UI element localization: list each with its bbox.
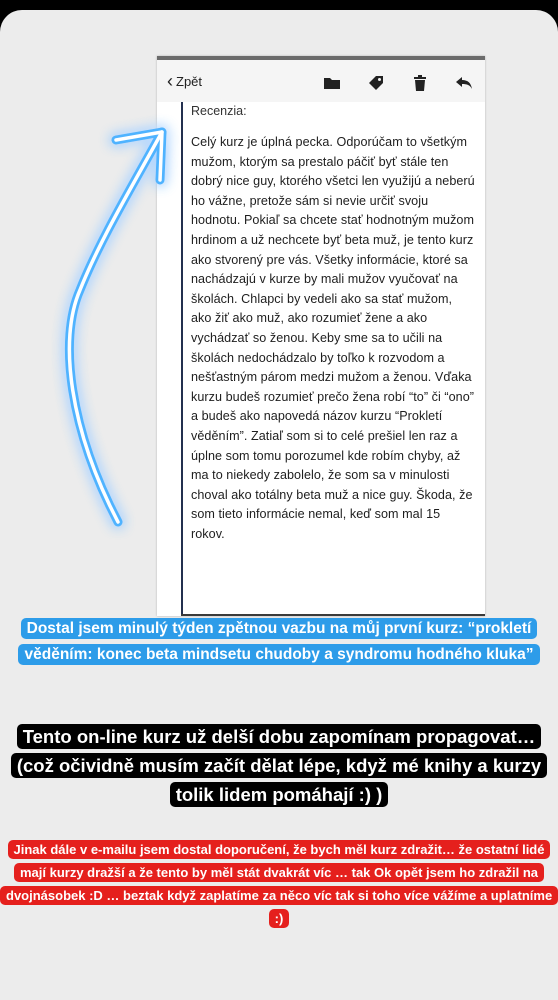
back-label: Zpět bbox=[176, 74, 203, 89]
glowing-arrow-icon bbox=[0, 10, 558, 610]
caption-black bbox=[0, 722, 558, 809]
story-frame bbox=[0, 10, 558, 1000]
caption-red bbox=[0, 838, 558, 930]
chevron-left-icon: ‹ bbox=[167, 71, 173, 91]
caption-blue-text: Dostal jsem minulý týden zpětnou vazbu na můj první kurz: “prokletí věděním: konec beta mindsetu chudoby a syndromu hodného kluka” bbox=[18, 618, 539, 665]
review-text: Celý kurz je úplná pecka. Odporúčam to všetkým mužom, ktorým sa prestalo páčiť byť stále ten dobrý nice guy, ktorého všetci len využijú a neberú ho vážne, pretože sám si nevie určiť svoju hodnotu. Pokiaľ sa chcete stať hodnotným mužom hrdinom a už nechcete byť beta muž, je tento kurz ako stvorený pre vás. Všetky informácie, ktoré sa nachádzajú v kurze by mali mužov vyučovať na školách. Chlapci by vedeli ako sa stať mužom, ako žiť ako muž, ako rozumieť žene a ako vychádzať so ženou. Keby sme sa to učili na školách nedochádzalo by toľko k rozvodom a nešťastným párom medzi mužom a ženou. Vďaka kurzu budeš rozumieť prečo žena robí “to” či “ono” a budeš ako napovedá názov kurzu “Prokletí věděním”. Zatiaľ som si to celé prešiel len raz a úplne som tomu porozumel kde robím chyby, až ma to niekedy zabolelo, že som sa v minulosti choval ako totálny beta muž a nice guy. Škoda, že som tieto informácie nemal, keď som mal 15 rokov. bbox=[191, 135, 475, 541]
caption-blue bbox=[0, 616, 558, 668]
review-label: Recenzia: bbox=[191, 104, 247, 118]
caption-black-text: Tento on-line kurz už delší dobu zapomínam propagovat… (což očividně musím začít dělat lépe, když mé knihy a kurzy tolik lidem pomáhají :) ) bbox=[11, 724, 547, 807]
caption-red-text: Jinak dále v e-mailu jsem dostal doporučení, že bych měl kurz zdražit… že ostatní lidé mají kurzy dražší a že tento by měl stát dvakrát víc … tak Ok opět jsem ho zdražil na dvojnásobek :D … beztak když zaplatíme za něco víc tak si toho více vážíme a uplatníme :) bbox=[0, 840, 558, 928]
